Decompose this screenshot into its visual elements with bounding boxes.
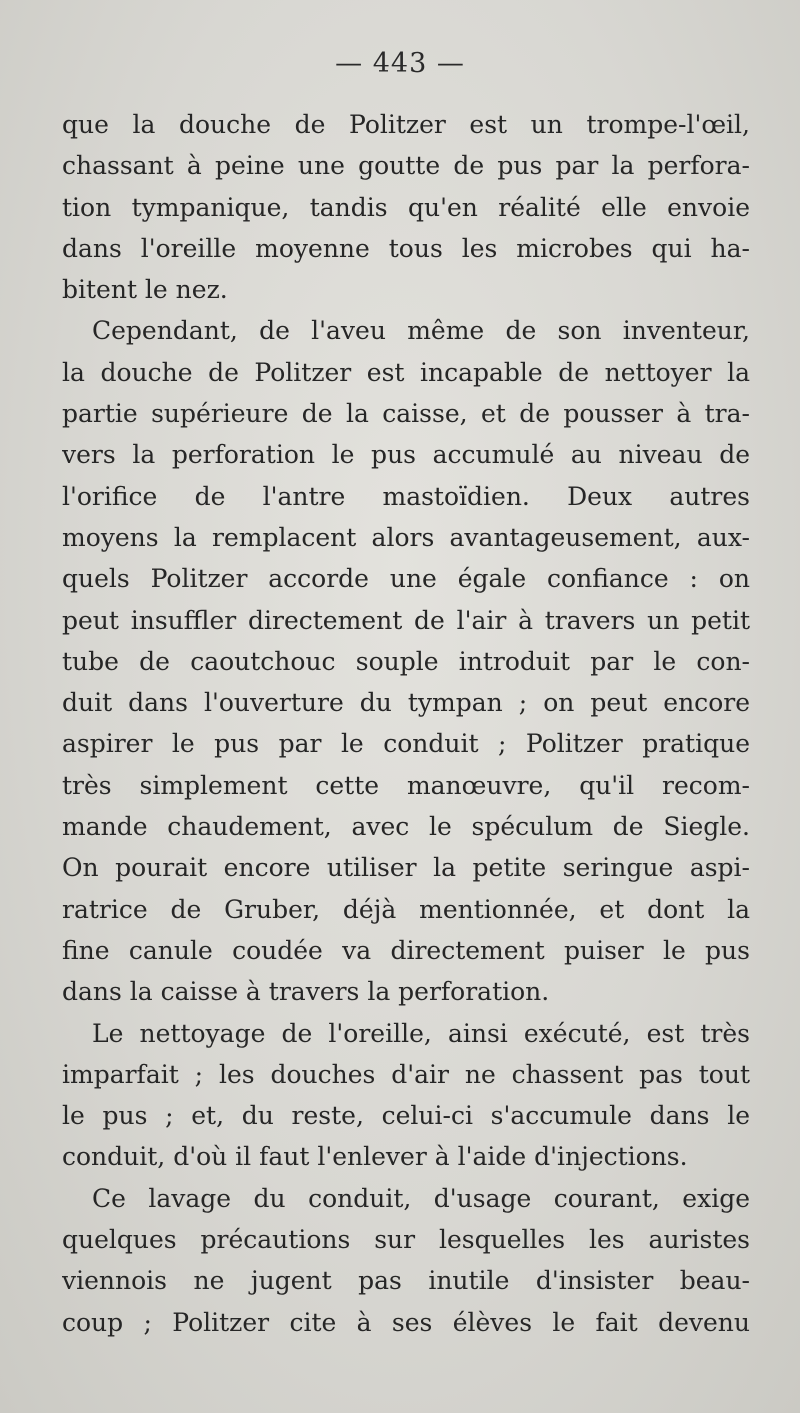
text-line: peut insuffler directement de l'air à travers un petit [62, 605, 750, 635]
text-line: conduit, d'où il faut l'enlever à l'aide d'injections. [62, 1142, 688, 1172]
text-line: Cependant, de l'aveu même de son inventeur, [92, 316, 750, 346]
text-line: quels Politzer accorde une égale confiance : on [62, 564, 750, 594]
text-line: vers la perforation le pus accumulé au niveau de [62, 440, 750, 470]
text-line: ratrice de Gruber, déjà mentionnée, et dont la [62, 894, 750, 924]
text-line: Le nettoyage de l'oreille, ainsi exécuté, est très [92, 1018, 750, 1048]
text-line: tube de caoutchouc souple introduit par le con- [62, 646, 750, 676]
text-line: très simplement cette manœuvre, qu'il recom- [62, 770, 750, 800]
text-line: fine canule coudée va directement puiser le pus [62, 935, 750, 965]
text-line: quelques précautions sur lesquelles les auristes [62, 1225, 750, 1255]
text-line: mande chaudement, avec le spéculum de Siegle. [62, 812, 750, 842]
text-line: que la douche de Politzer est un trompe-l'œil, [62, 110, 750, 139]
text-line: la douche de Politzer est incapable de nettoyer la [62, 357, 750, 387]
text-line: tion tympanique, tandis qu'en réalité elle envoie [62, 192, 750, 222]
text-line: moyens la remplacent alors avantageusement, aux- [62, 522, 750, 552]
text-line: le pus ; et, du reste, celui-ci s'accumule dans le [62, 1101, 750, 1131]
text-line: Ce lavage du conduit, d'usage courant, exige [92, 1183, 750, 1213]
text-line: dans la caisse à travers la perforation. [62, 977, 550, 1007]
text-line: partie supérieure de la caisse, et de pousser à tra- [62, 399, 750, 429]
text-line: aspirer le pus par le conduit ; Politzer pratique [62, 729, 750, 759]
text-line: duit dans l'ouverture du tympan ; on peut encore [62, 688, 750, 718]
text-line: coup ; Politzer cite à ses élèves le fait devenu [62, 1307, 750, 1337]
text-line: chassant à peine une goutte de pus par la perfora- [62, 151, 750, 181]
text-line: dans l'oreille moyenne tous les microbes qui ha- [62, 233, 750, 263]
page-number: — 443 — [335, 48, 465, 79]
text-line: On pourait encore utiliser la petite seringue aspi- [62, 853, 750, 883]
text-line: viennois ne jugent pas inutile d'insister beau- [62, 1266, 750, 1296]
text-line: l'orifice de l'antre mastoïdien. Deux autres [62, 481, 750, 511]
body-text [62, 104, 750, 1343]
text-line: imparfait ; les douches d'air ne chassent pas tout [62, 1059, 750, 1089]
text-line: bitent le nez. [62, 275, 228, 305]
